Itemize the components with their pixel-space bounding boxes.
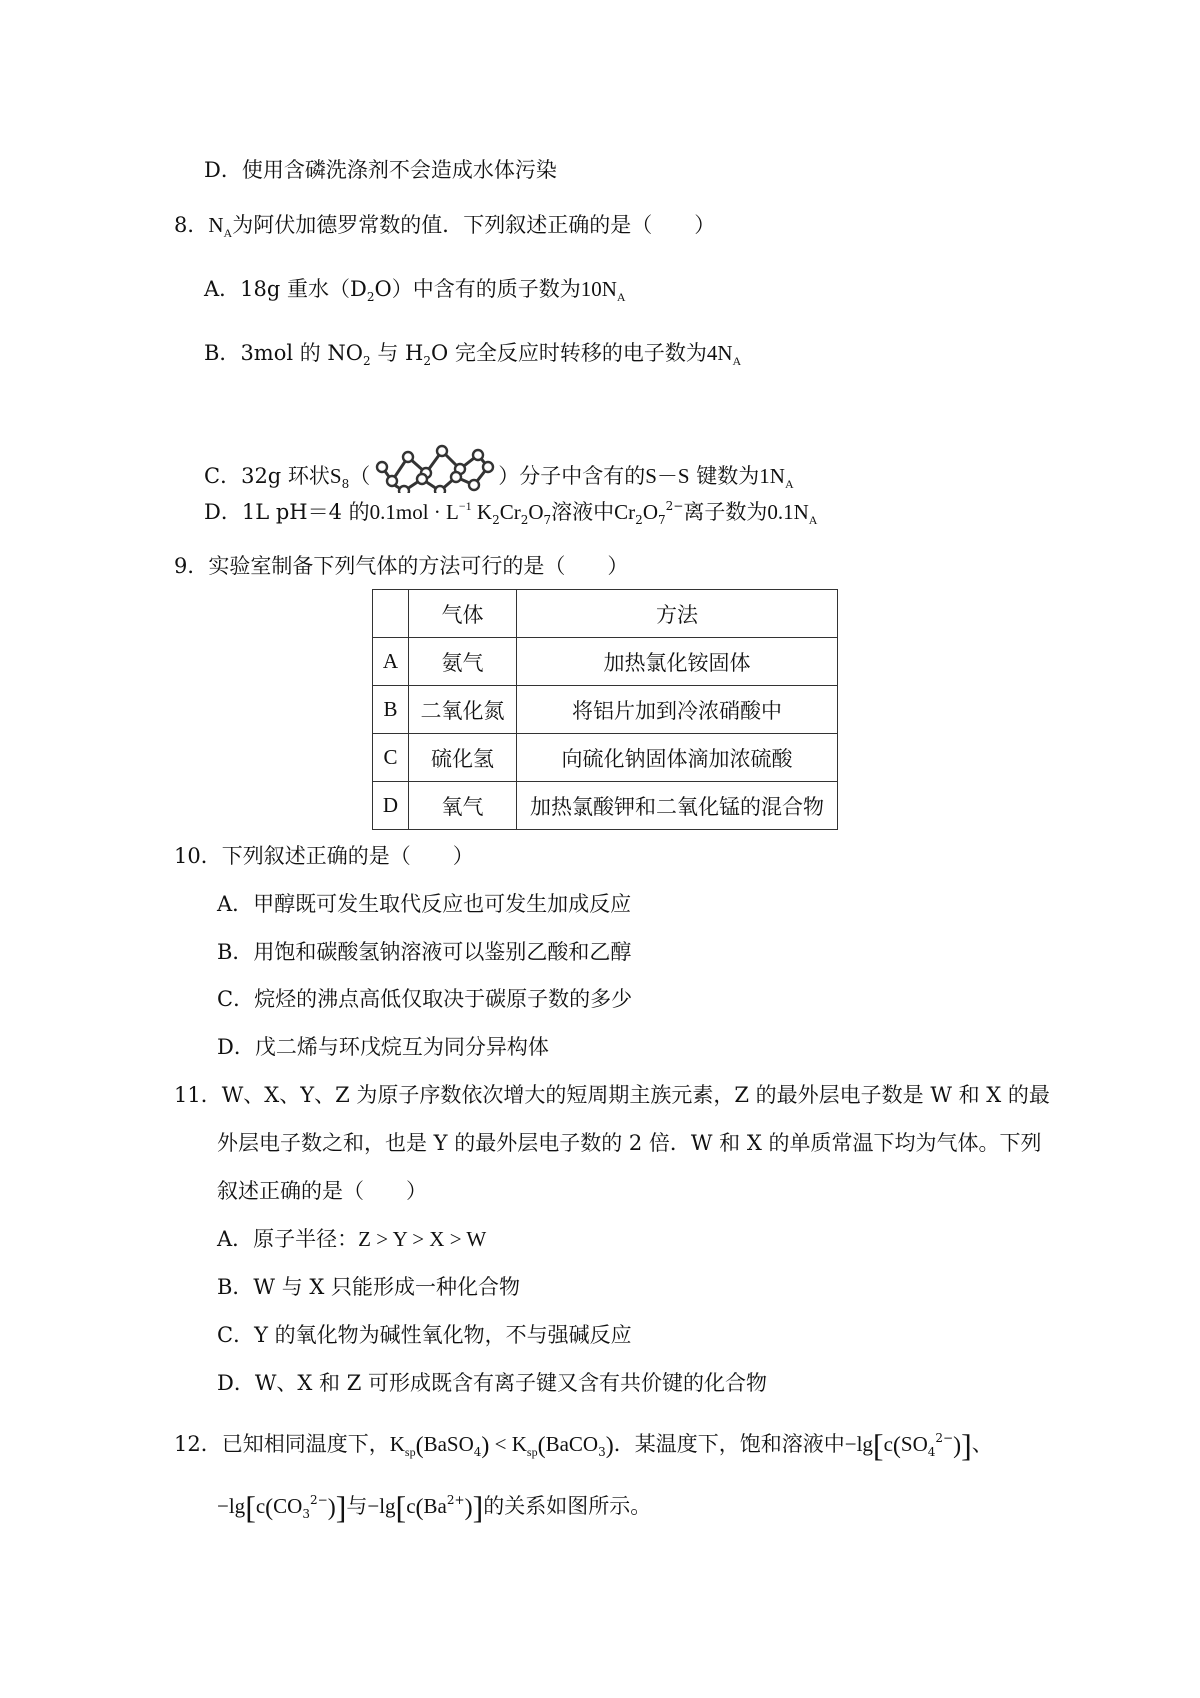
paren: ( (415, 1495, 424, 1521)
subscript: A (808, 513, 818, 527)
table-cell (373, 590, 409, 638)
q12-text: 的关系如图所示。 (483, 1494, 652, 1518)
paren: ) (605, 1433, 614, 1459)
subscript: 2 (363, 354, 371, 368)
q9-stem: 9．实验室制备下列气体的方法可行的是（ ） (174, 554, 629, 578)
option-text: A．原子半径： (217, 1227, 359, 1251)
formula: K (471, 500, 493, 524)
formula: SO (900, 1432, 928, 1456)
table-cell: 加热氯化铵固体 (517, 638, 838, 686)
bracket: ] (961, 1427, 972, 1463)
q11-option-d: D．W、X 和 Z 可形成既含有离子键又含有共价键的化合物 (217, 1371, 767, 1395)
table-row (373, 686, 838, 734)
option-text: ）分子中含有的 (498, 464, 646, 488)
subscript: 2 (635, 513, 643, 527)
q10-option-b: B．用饱和碳酸氢钠溶液可以鉴别乙酸和乙醇 (217, 940, 632, 964)
q12-stem-line1 (174, 1429, 993, 1461)
table-cell: B (373, 686, 409, 734)
paren: ( (892, 1433, 901, 1459)
paren: ( (537, 1433, 546, 1459)
option-text: 1L pH＝4 的 (241, 500, 370, 524)
q12-text: 、 (971, 1432, 993, 1456)
neg-lg: −lg (367, 1494, 396, 1518)
subscript: 2 (423, 354, 431, 368)
q10-option-a: A．甲醇既可发生取代反应也可发生加成反应 (217, 892, 632, 916)
q12-text: ．某温度下，饱和溶液中 (613, 1432, 845, 1456)
formula: CO (273, 1494, 303, 1518)
table-cell: 加热氯酸钾和二氧化锰的混合物 (517, 782, 838, 830)
q8-stem (174, 213, 716, 240)
table-row (373, 782, 838, 830)
q11-stem-line3: 叙述正确的是（ ） (217, 1179, 427, 1203)
superscript: 2− (665, 499, 684, 513)
option-text: 32g 环状 (241, 464, 330, 488)
table-cell: D (373, 782, 409, 830)
formula: BaSO (423, 1432, 474, 1456)
formula: BaCO (545, 1432, 599, 1456)
table-cell: 方法 (517, 590, 838, 638)
option-text: 3mol 的 NO (240, 341, 364, 365)
q11-option-c: C．Y 的氧化物为碱性氧化物，不与强碱反应 (217, 1323, 632, 1347)
table-cell: 氧气 (409, 782, 517, 830)
table-cell: 氨气 (409, 638, 517, 686)
q11-option-a (217, 1229, 486, 1250)
subscript: sp (404, 1445, 416, 1459)
table-row (373, 638, 838, 686)
paren: ) (327, 1495, 336, 1521)
bracket: [ (245, 1489, 256, 1525)
subscript: 8 (341, 477, 350, 491)
conc-symbol: c (255, 1494, 266, 1518)
subscript: 7 (543, 513, 552, 527)
s8-ring-molecule-icon (370, 441, 498, 493)
conc-symbol: c (406, 1494, 416, 1518)
formula: O (642, 500, 658, 524)
table-cell: C (373, 734, 409, 782)
formula: Cr (499, 500, 521, 524)
value: 0.1N (767, 500, 809, 524)
subscript: A (732, 354, 742, 368)
table-cell: 向硫化钠固体滴加浓硫酸 (517, 734, 838, 782)
formula: Ba (423, 1494, 447, 1518)
formula: O (528, 500, 544, 524)
less-than: < (489, 1432, 512, 1456)
superscript: 2+ (446, 1493, 465, 1507)
table-row (373, 734, 838, 782)
superscript: −1 (458, 499, 472, 513)
ksp-symbol: K (511, 1432, 527, 1456)
option-label: C． (204, 464, 242, 488)
value: 10N (580, 277, 617, 301)
table-cell: 将铝片加到冷浓硝酸中 (517, 686, 838, 734)
paren: ) (464, 1495, 473, 1521)
q8-stem-text: 为阿伏加德罗常数的值．下列叙述正确的是（ ） (232, 213, 716, 237)
q11-stem-line1: 11．W、X、Y、Z 为原子序数依次增大的短周期主族元素，Z 的最外层电子数是 W 和 X 的最 (174, 1083, 1050, 1107)
option-text: O 完全反应时转移的电子数为 (430, 341, 707, 365)
table-header-row (373, 590, 838, 638)
option-text: 溶液中 (551, 500, 615, 524)
subscript: 3 (598, 1445, 606, 1459)
superscript: 2− (935, 1431, 954, 1445)
paren: ( (415, 1433, 424, 1459)
subscript: A (616, 290, 626, 304)
option-text: 18g 重水（D (240, 277, 367, 301)
na-symbol: N (208, 213, 224, 237)
table-cell: 硫化氢 (409, 734, 517, 782)
subscript: 2 (492, 513, 500, 527)
q10-stem: 10．下列叙述正确的是（ ） (174, 844, 474, 868)
radius-expression: Z > Y > X > W (358, 1227, 487, 1251)
subscript: 7 (657, 513, 666, 527)
subscript: 2 (366, 290, 375, 304)
concentration: 0.1mol · L (369, 500, 459, 524)
formula: Cr (614, 500, 636, 524)
option-label: B． (204, 341, 241, 365)
subscript: 4 (473, 1445, 482, 1459)
ksp-symbol: K (389, 1432, 405, 1456)
q10-option-c: C．烷烃的沸点高低仅取决于碳原子数的多少 (217, 987, 633, 1011)
option-text: O）中含有的质子数为 (374, 277, 581, 301)
q12-text: 12．已知相同温度下， (174, 1432, 390, 1456)
paren: ( (265, 1495, 274, 1521)
open-paren: （ (349, 464, 371, 488)
paren: ) (481, 1433, 490, 1459)
q7-option-d: D．使用含磷洗涤剂不会造成水体污染 (204, 158, 557, 182)
q12-text: 与 (346, 1494, 368, 1518)
q8-option-b (204, 341, 742, 368)
table-cell: 二氧化氮 (409, 686, 517, 734)
option-label: A． (204, 277, 241, 301)
table-cell: 气体 (409, 590, 517, 638)
value: 1N (759, 464, 785, 488)
bracket: ] (472, 1489, 484, 1525)
subscript: 3 (302, 1507, 310, 1521)
option-text: 键数为 (689, 464, 760, 488)
neg-lg: −lg (844, 1432, 873, 1456)
table-cell: A (373, 638, 409, 686)
q10-option-d: D．戊二烯与环戊烷互为同分异构体 (217, 1035, 549, 1059)
q8-option-a (204, 277, 626, 304)
subscript: sp (526, 1445, 538, 1459)
option-label: D． (204, 500, 242, 524)
q9-table (372, 589, 838, 830)
q8-number: 8． (174, 213, 209, 237)
option-text: 与 H (370, 341, 424, 365)
q8-option-d (204, 499, 818, 527)
paren: ) (953, 1433, 962, 1459)
subscript: 2 (520, 513, 529, 527)
neg-lg: −lg (217, 1494, 246, 1518)
q11-stem-line2: 外层电子数之和，也是 Y 的最外层电子数的 2 倍．W 和 X 的单质常温下均为气体。下列 (217, 1131, 1042, 1155)
subscript: 4 (927, 1445, 936, 1459)
bond: S－S (645, 464, 690, 488)
q8-option-c (204, 441, 794, 493)
bracket: ] (335, 1489, 347, 1525)
value: 4N (706, 341, 733, 365)
bracket: [ (395, 1489, 407, 1525)
sulfur-symbol: S (329, 464, 342, 488)
option-text: 离子数为 (683, 500, 768, 524)
subscript: A (784, 477, 794, 491)
na-subscript: A (223, 226, 233, 240)
conc-symbol: c (883, 1432, 893, 1456)
q12-stem-line2 (217, 1491, 651, 1523)
q11-option-b: B．W 与 X 只能形成一种化合物 (217, 1275, 520, 1299)
bracket: [ (872, 1427, 884, 1463)
superscript: 2− (310, 1493, 328, 1507)
